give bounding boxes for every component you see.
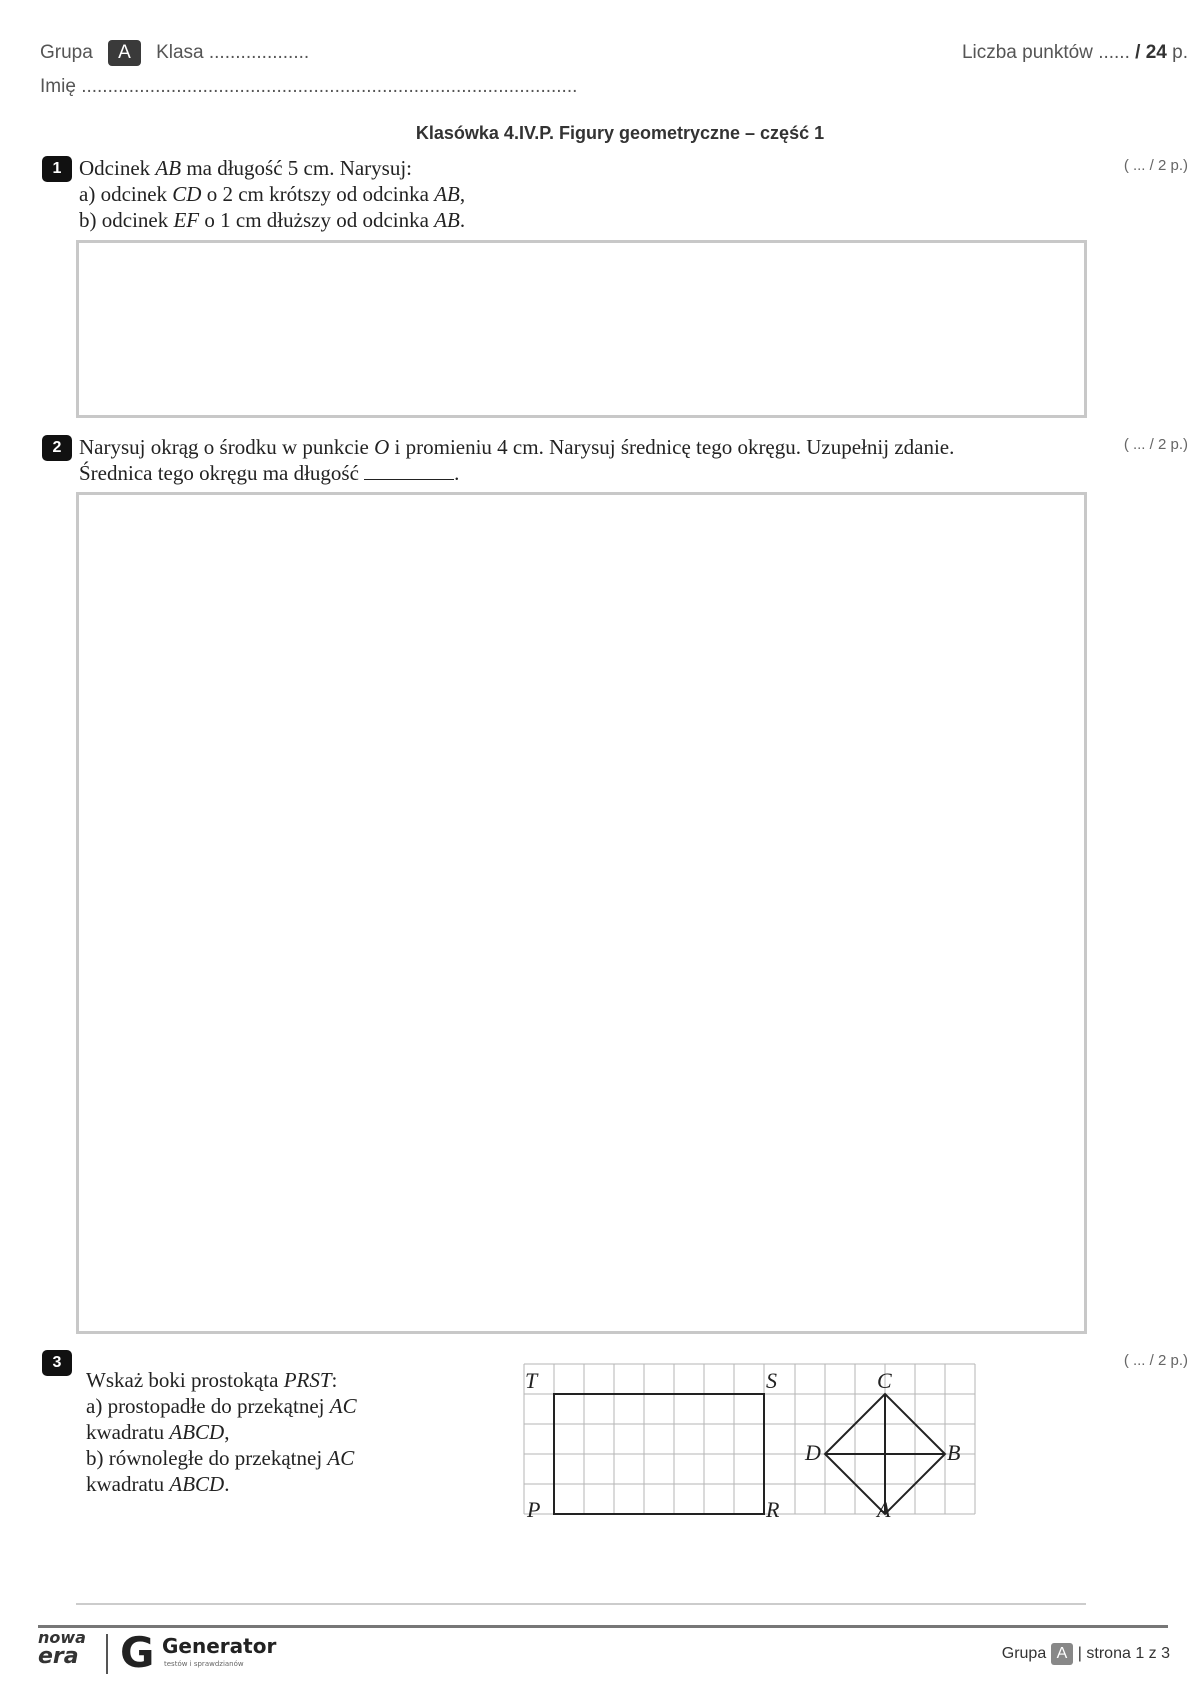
label-R: R [766,1497,780,1520]
task-2-text [79,434,954,486]
header-points [962,42,1188,64]
imie-label: Imię [40,76,76,97]
task-3-text [86,1367,357,1497]
task-3-line-3: kwadratu ABCD, [86,1420,230,1444]
klasa-label: Klasa [156,42,204,63]
label-P: P [527,1497,541,1520]
header-grupa [40,40,309,66]
imie-dots: .............................................................................................. [81,76,578,97]
footer-grupa-label: Grupa [1001,1645,1047,1662]
task-3-line-5: kwadratu ABCD. [86,1472,230,1496]
label-A: A [877,1497,891,1520]
grupa-label: Grupa [40,42,93,63]
task-3-figure [520,1360,982,1520]
task-2-points: ( ... / 2 p.) [1123,436,1188,453]
task-1-line-3: b) odcinek EF o 1 cm dłuższy od odcinka AB. [79,208,466,232]
task-3-line-2: a) prostopadłe do przekątnej AC [86,1394,357,1418]
task-2-number: 2 [42,435,72,461]
task-1-number: 1 [42,156,72,182]
generator-g-icon: G [120,1628,155,1677]
task-2-line-1: Narysuj okrąg o środku w punkcie O i promieniu 4 cm. Narysuj średnicę tego okręgu. Uzupełnij zdanie. [79,435,955,459]
points-dots: ...... [1098,42,1130,63]
task-1-line-2: a) odcinek CD o 2 cm krótszy od odcinka AB, [79,182,466,206]
footer-divider [38,1625,1168,1628]
task-2-blank[interactable] [364,461,454,480]
grupa-badge: A [108,40,141,66]
task-2-answer-box[interactable] [76,492,1087,1334]
nowa-era-logo: nowa era [38,1628,86,1669]
klasa-dots: ................... [208,42,310,63]
task-3-line-1: Wskaż boki prostokąta PRST: [86,1368,338,1392]
points-unit: p. [1172,42,1188,63]
task-1-answer-box[interactable] [76,240,1087,418]
label-D: D [805,1440,821,1465]
task-1-text [79,155,465,233]
label-B: B [947,1440,961,1465]
label-C: C [877,1368,892,1393]
footer-page-number: | strona 1 z 3 [1077,1645,1170,1662]
task-2-line-2: Średnica tego okręgu ma długość . [79,461,460,485]
points-label: Liczba punktów [961,42,1093,63]
page-title: Klasówka 4.IV.P. Figury geometryczne – część 1 [415,123,825,143]
logo-separator [106,1634,108,1674]
points-total: / 24 [1135,42,1167,63]
footer-divider-light [76,1603,1086,1605]
label-S: S [766,1368,777,1393]
label-T: T [525,1368,538,1393]
header-imie [40,76,577,98]
task-3-line-4: b) równoległe do przekątnej AC [86,1446,355,1470]
task-1-points: ( ... / 2 p.) [1123,157,1188,174]
task-1-line-1: Odcinek AB ma długość 5 cm. Narysuj: [79,156,413,180]
footer-page-info [1002,1643,1170,1665]
task-3-points: ( ... / 2 p.) [1123,1352,1188,1369]
task-3-number: 3 [42,1350,72,1376]
footer-grupa-badge: A [1051,1643,1074,1665]
